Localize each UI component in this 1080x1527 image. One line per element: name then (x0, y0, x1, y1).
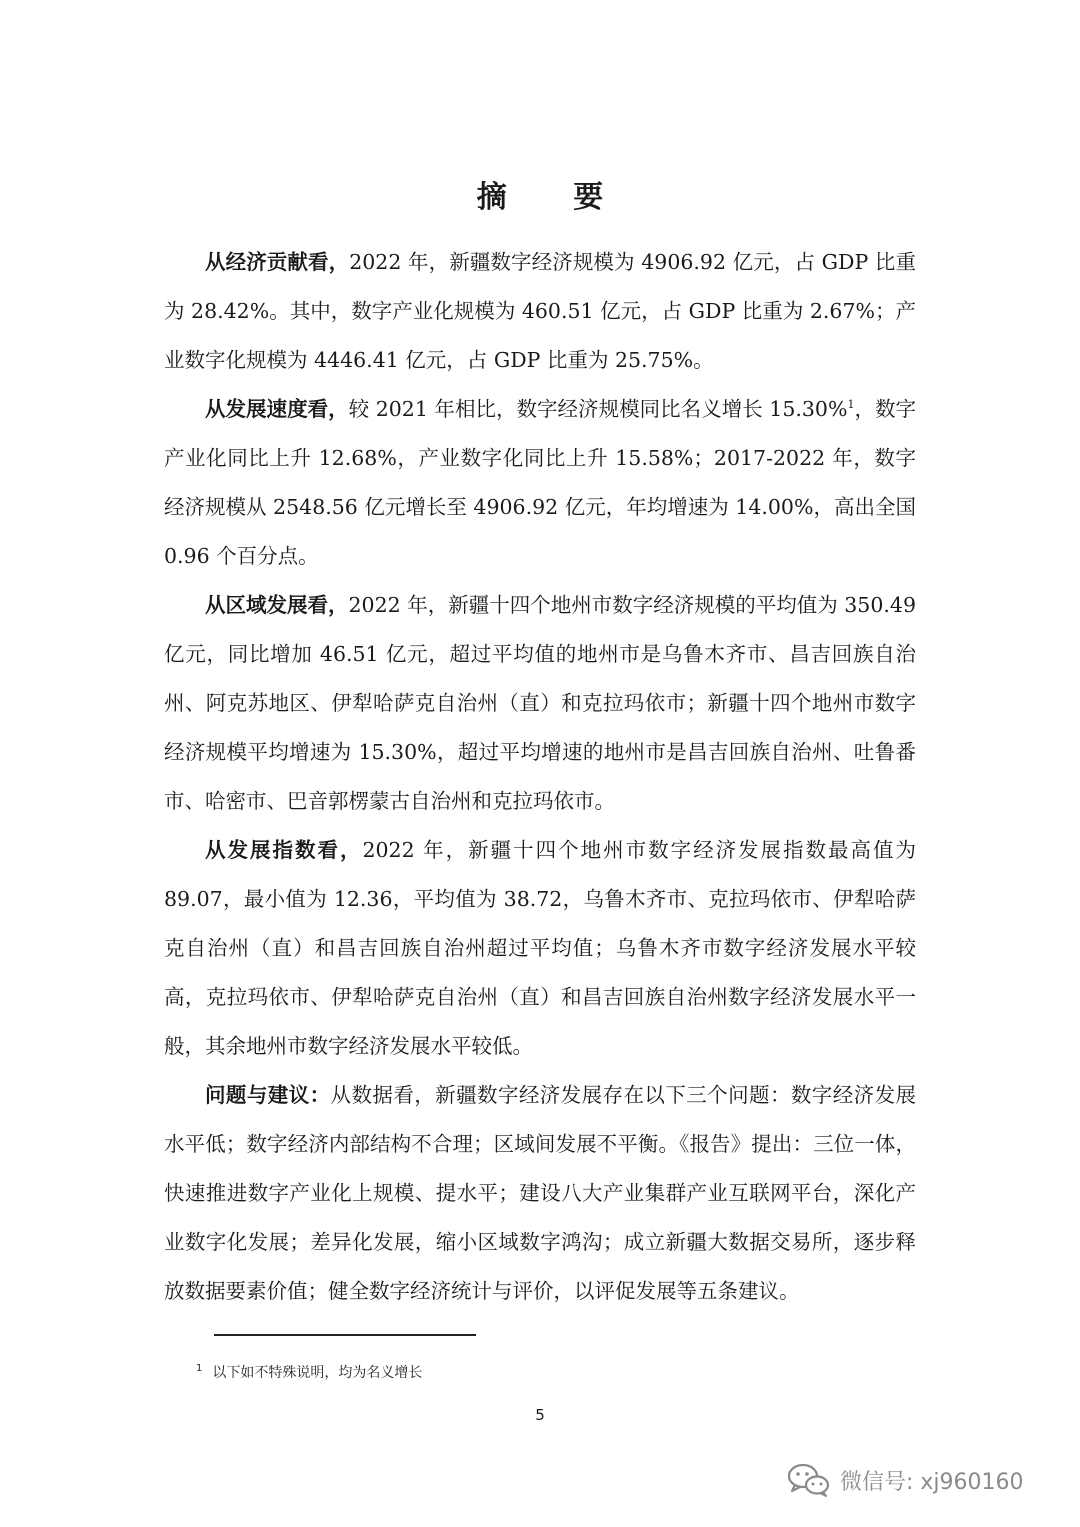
paragraph-text: 从数据看，新疆数字经济发展存在以下三个问题：数字经济发展水平低；数字经济内部结构不合理；区域间发展不平衡。《报告》提出：三位一体，快速推进数字产业化上规模、提水平；建设八大产业集群产业互联网平台，深化产业数字化发展；差异化发展，缩小区域数字鸿沟；成立新疆大数据交易所，逐步释放数据要素价值；健全数字经济统计与评价，以评促发展等五条建议。 (164, 1083, 916, 1303)
paragraph-development-index (164, 826, 916, 1071)
paragraph-text: 2022 年，新疆十四个地州市数字经济发展指数最高值为 89.07，最小值为 12.36，平均值为 38.72，乌鲁木齐市、克拉玛依市、伊犁哈萨克自治州（直）和昌吉回族自治州超过平均值；乌鲁木齐市数字经济发展水平较高，克拉玛依市、伊犁哈萨克自治州（直）和昌吉回族自治州数字经济发展水平一般，其余地州市数字经济发展水平较低。 (164, 838, 917, 1058)
paragraph-text: 较 2021 年相比，数字经济规模同比名义增长 15.30% (348, 397, 848, 421)
wechat-id: 微信号: xj960160 (840, 1469, 1024, 1495)
page-number: 5 (535, 1406, 545, 1424)
footnote-reference[interactable]: 1 (847, 398, 855, 412)
paragraph-problems-suggestions (164, 1071, 916, 1316)
wechat-icon (786, 1461, 832, 1499)
abstract-body (164, 238, 916, 1316)
paragraph-text: 2022 年，新疆十四个地州市数字经济规模的平均值为 350.49 亿元，同比增加 46.51 亿元，超过平均值的地州市是乌鲁木齐市、昌吉回族自治州、阿克苏地区、伊犁哈萨克自治州（直）和克拉玛依市；新疆十四个地州市数字经济规模平均增速为 15.30%，超过平均增速的地州市是昌吉回族自治州、吐鲁番市、哈密市、巴音郭楞蒙古自治州和克拉玛依市。 (164, 593, 916, 813)
footnote-number: 1 (196, 1363, 203, 1375)
paragraph-lead: 从发展指数看， (205, 838, 363, 862)
paragraph-lead: 从区域发展看， (205, 593, 349, 617)
footnote-text: 以下如不特殊说明，均为名义增长 (212, 1365, 423, 1381)
footnote-divider (214, 1334, 476, 1336)
paragraph-development-speed (164, 385, 916, 581)
paragraph-economic-contribution (164, 238, 916, 385)
wechat-watermark (786, 1461, 1024, 1499)
page-title: 摘 要 (476, 180, 632, 215)
paragraph-lead: 从经济贡献看， (205, 250, 350, 274)
paragraph-regional-development (164, 581, 916, 826)
paragraph-text: ，数字产业化同比上升 12.68%，产业数字化同比上升 15.58%；2017-2022 年，数字经济规模从 2548.56 亿元增长至 4906.92 亿元，年均增速为 14.00%，高出全国 0.96 个百分点。 (164, 397, 917, 568)
paragraph-lead: 从发展速度看， (205, 397, 349, 421)
paragraph-lead: 问题与建议： (205, 1083, 331, 1107)
footnote (196, 1362, 422, 1382)
paragraph-text: 2022 年，新疆数字经济规模为 4906.92 亿元，占 GDP 比重为 28.42%。其中，数字产业化规模为 460.51 亿元，占 GDP 比重为 2.67%；产业数字化规模为 4446.41 亿元，占 GDP 比重为 25.75%。 (164, 250, 916, 372)
